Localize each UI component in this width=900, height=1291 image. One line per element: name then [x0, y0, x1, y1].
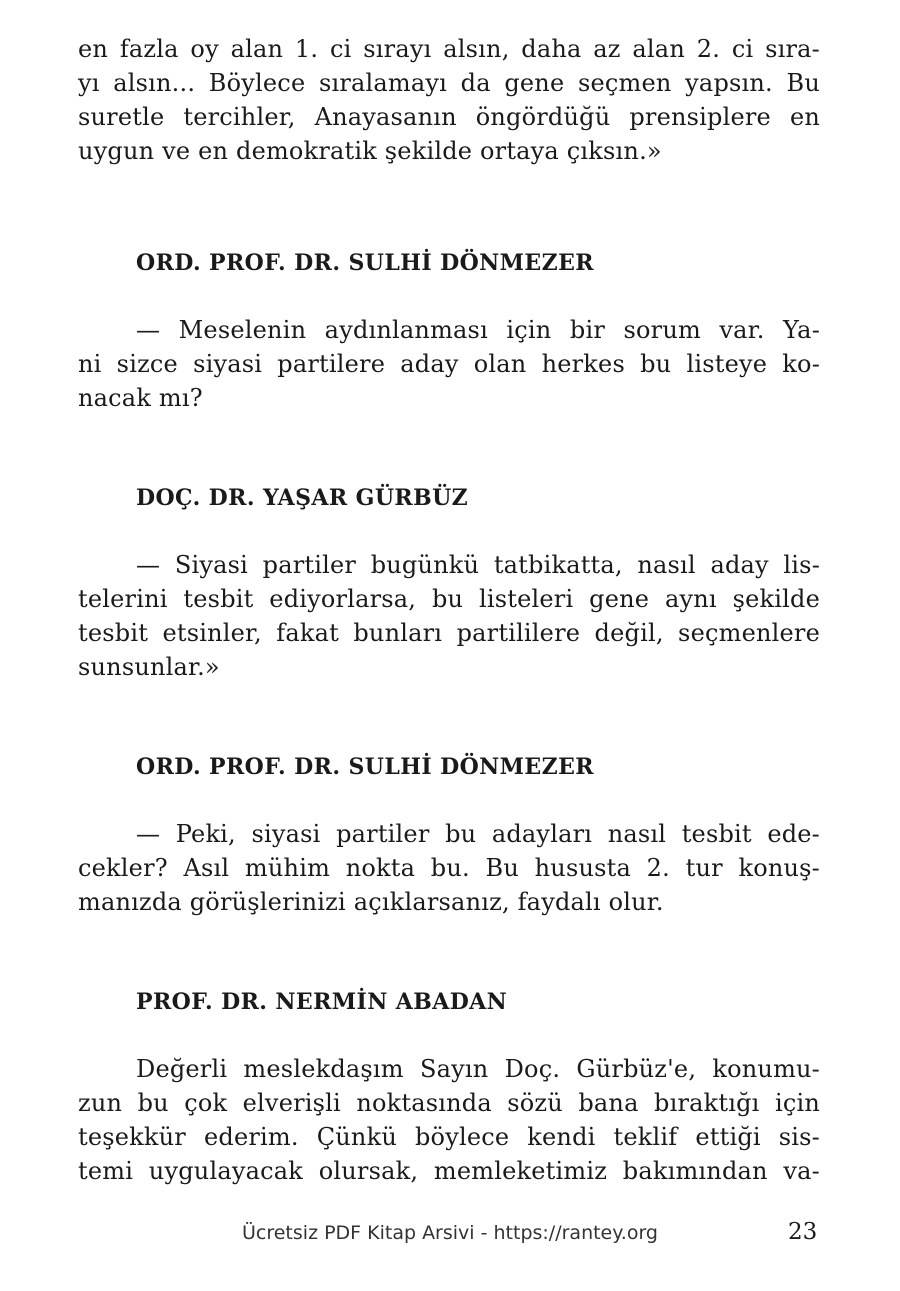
text-line: tesbit etsinler, fakat bunları partililere değil, seçmenlere [78, 619, 820, 647]
footer-source-link: Ücretsiz PDF Kitap Arsivi - https://rantey.org [242, 1222, 658, 1244]
text-line: en fazla oy alan 1. ci sırayı alsın, daha az alan 2. ci sıra- [78, 35, 820, 63]
paragraph-answer [78, 548, 820, 684]
text-line: yı alsın... Böylece sıralamayı da gene seçmen yapsın. Bu [78, 69, 820, 97]
text-line: nacak mı? [78, 384, 203, 412]
text-line: suretle tercihler, Anayasanın öngördüğü prensiplere en [78, 103, 820, 131]
paragraph-continuation [78, 32, 820, 168]
text-line: cekler? Asıl mühim nokta bu. Bu hususta 2. tur konuş- [78, 854, 820, 882]
speaker-heading: PROF. DR. NERMİN ABADAN [136, 989, 508, 1015]
text-line: — Meselenin aydınlanması için bir sorum var. Ya- [136, 316, 820, 344]
speaker-heading: DOÇ. DR. YAŞAR GÜRBÜZ [136, 485, 469, 511]
text-line: temi uygulayacak olursak, memleketimiz bakımından va- [78, 1157, 820, 1185]
speaker-heading: ORD. PROF. DR. SULHİ DÖNMEZER [136, 754, 594, 780]
text-line: — Peki, siyasi partiler bu adayları nasıl tesbit ede- [136, 820, 820, 848]
paragraph-question [78, 313, 820, 415]
text-line: sunsunlar.» [78, 653, 220, 681]
page-number: 23 [788, 1219, 818, 1245]
text-line: ni sizce siyasi partilere aday olan herkes bu listeye ko- [78, 350, 820, 378]
text-line: manızda görüşlerinizi açıklarsanız, faydalı olur. [78, 888, 664, 916]
text-line: — Siyasi partiler bugünkü tatbikatta, nasıl aday lis- [136, 551, 820, 579]
text-line: Değerli meslekdaşım Sayın Doç. Gürbüz'e, konumu- [136, 1055, 820, 1083]
paragraph-statement [78, 1052, 820, 1188]
text-line: telerini tesbit ediyorlarsa, bu listeleri gene aynı şekilde [78, 585, 820, 613]
paragraph-question [78, 817, 820, 919]
text-line: uygun ve en demokratik şekilde ortaya çıksın.» [78, 137, 662, 165]
speaker-heading: ORD. PROF. DR. SULHİ DÖNMEZER [136, 250, 594, 276]
text-line: zun bu çok elverişli noktasında sözü bana bıraktığı için [78, 1089, 820, 1117]
text-line: teşekkür ederim. Çünkü böylece kendi teklif ettiği sis- [78, 1123, 820, 1151]
